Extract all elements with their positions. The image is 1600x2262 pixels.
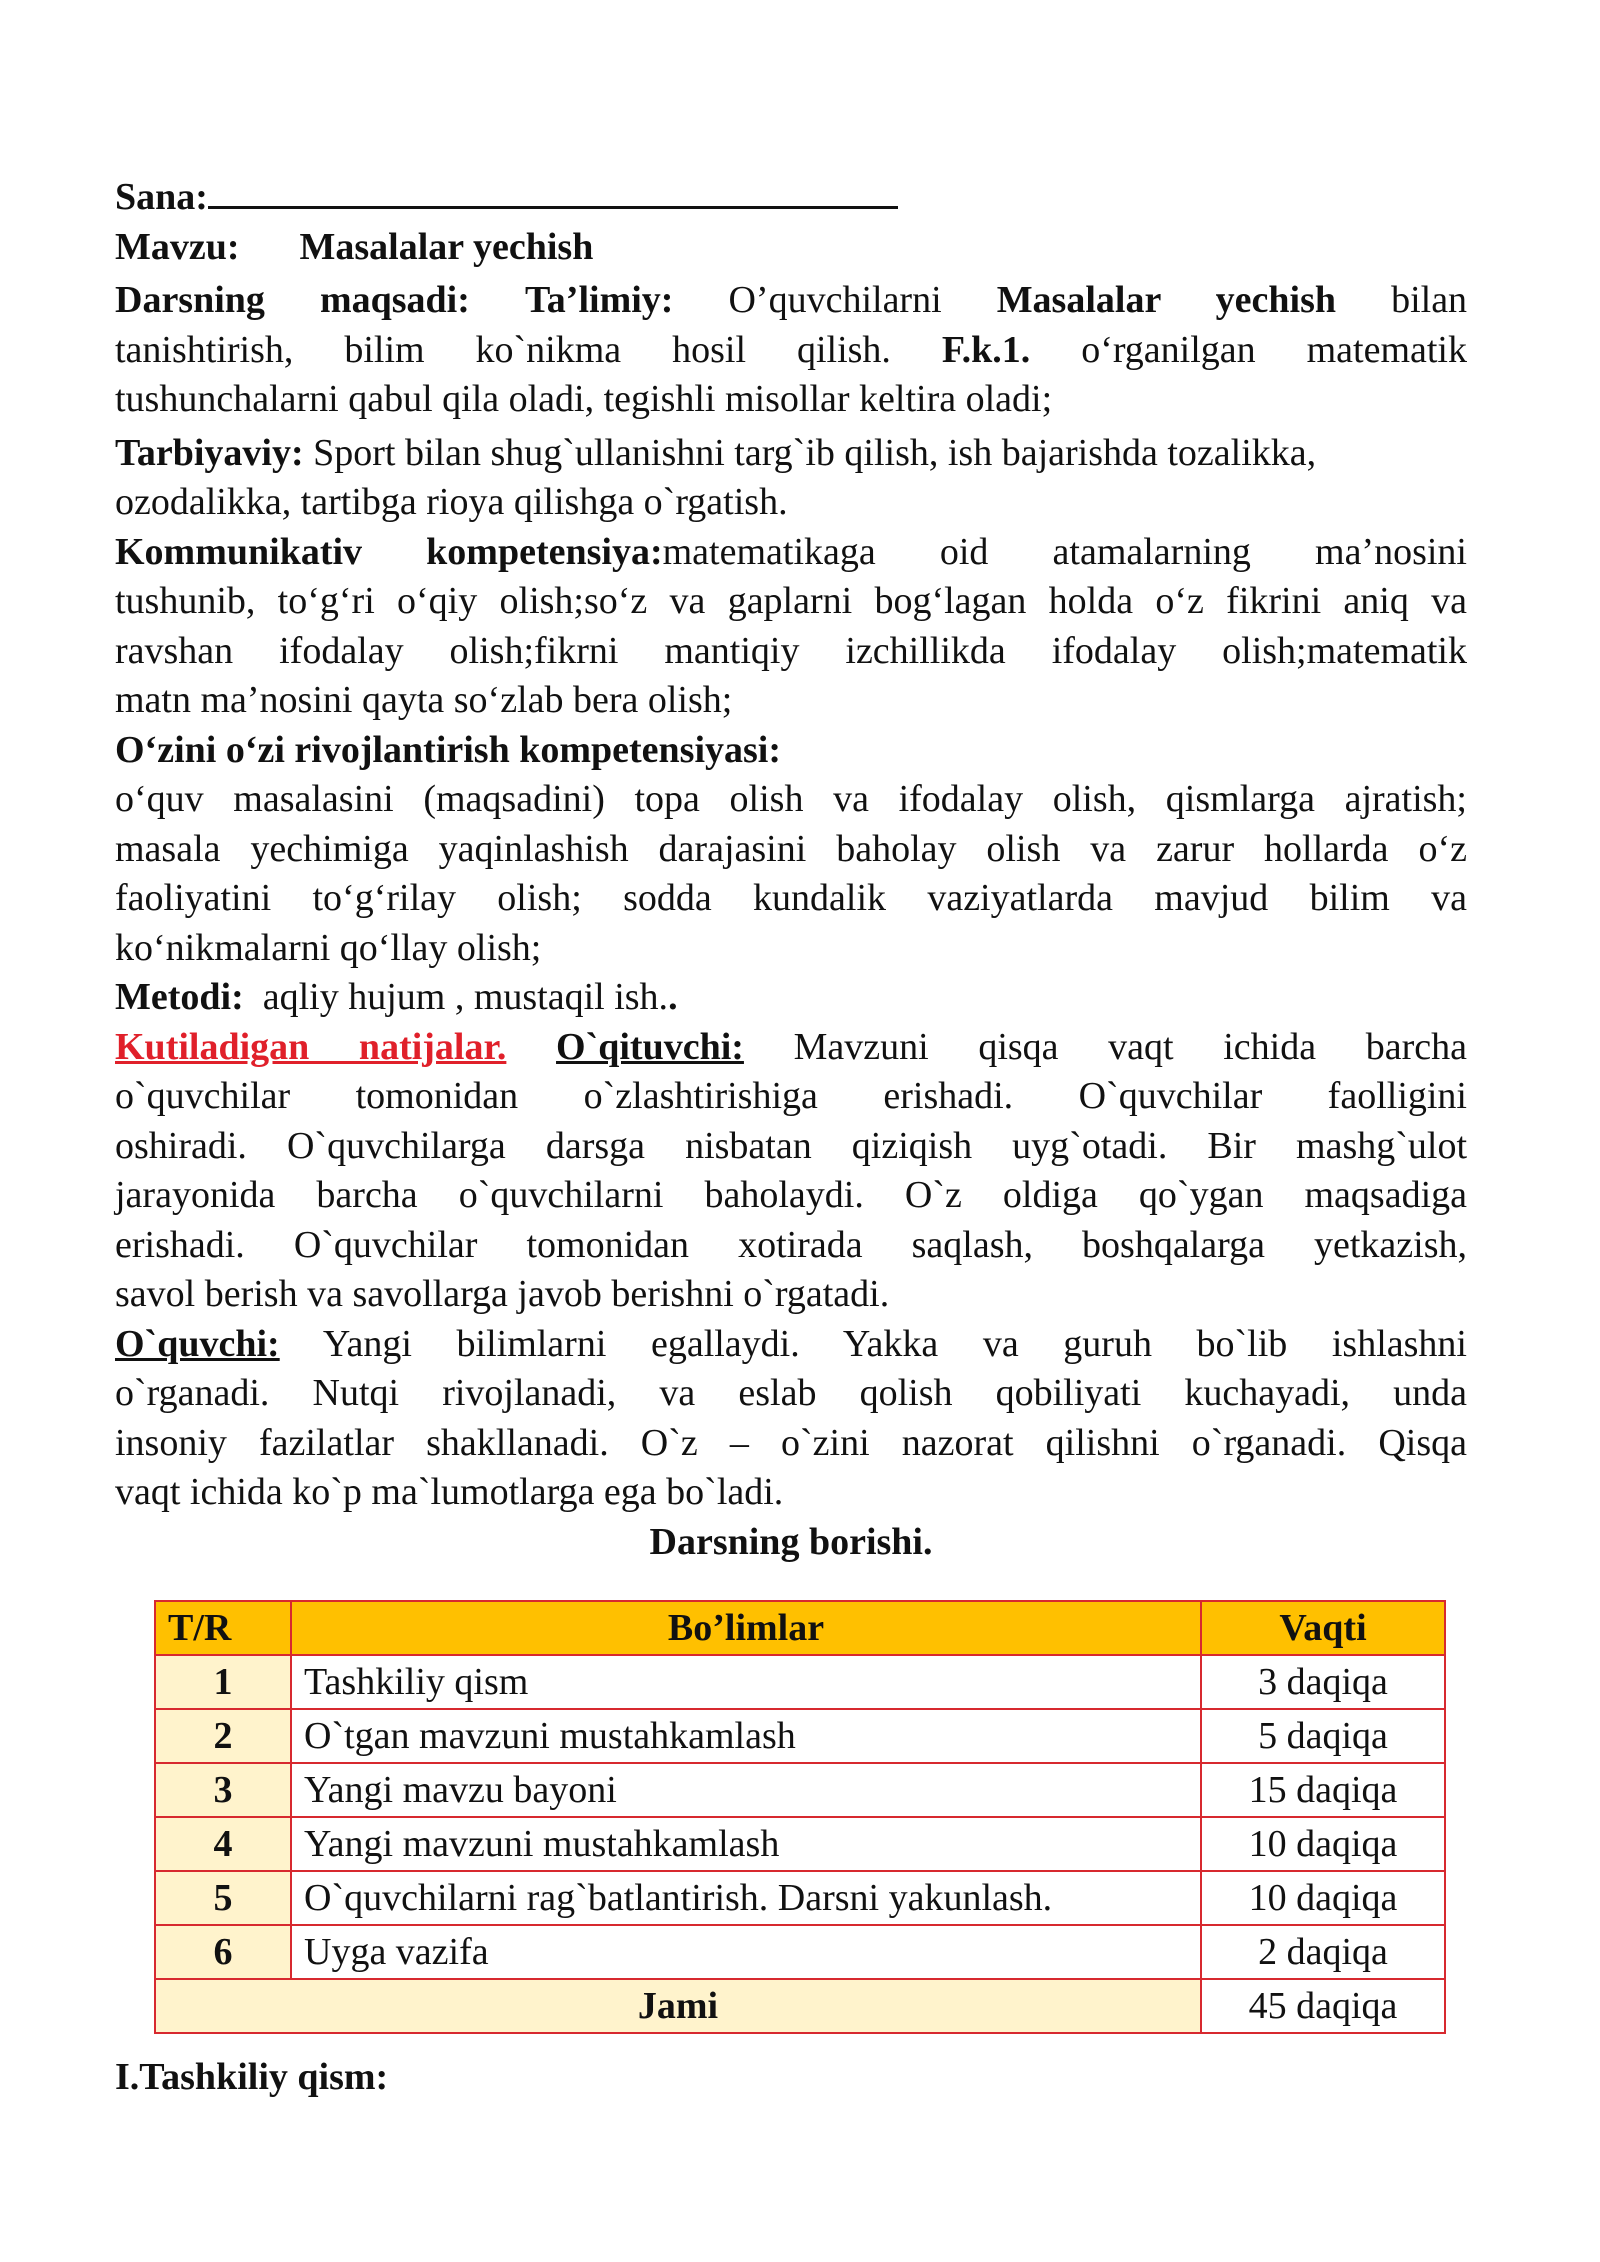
row-section: Yangi mavzu bayoni — [291, 1763, 1201, 1817]
results-text: Mavzuni qisqa vaqt ichida barcha — [793, 1025, 1467, 1068]
student-label: O`quvchi: — [115, 1322, 280, 1365]
goal-topic: Masalalar yechish — [996, 279, 1337, 321]
results-line-4: jarayonida barcha o`quvchilarni baholaydi. O`z oldiga qo`ygan maqsadiga — [115, 1174, 1467, 1216]
student-line-1 — [115, 1320, 1467, 1370]
date-line — [115, 170, 1467, 223]
row-number: 2 — [155, 1709, 291, 1763]
header-time: Vaqti — [1201, 1601, 1445, 1655]
topic-line — [115, 223, 1467, 273]
results-line-6: savol berish va savollarga javob berishni o`rgatadi. — [115, 1273, 890, 1315]
upbringing-label: Tarbiyaviy: — [115, 431, 304, 474]
self-development-line-1: o‘quv masalasini (maqsadini) topa olish va ifodalay olish, qismlarga ajratish; — [115, 778, 1467, 820]
self-development-line-4: ko‘nikmalarni qo‘llay olish; — [115, 926, 542, 969]
date-blank — [208, 170, 898, 209]
row-time: 2 daqiqa — [1201, 1925, 1445, 1979]
goal-line-1 — [115, 276, 1467, 326]
row-section: O`tgan mavzuni mustahkamlash — [291, 1709, 1201, 1763]
teacher-label: O`qituvchi: — [556, 1025, 744, 1068]
table-row — [155, 1763, 1445, 1817]
row-time: 5 daqiqa — [1201, 1709, 1445, 1763]
method-label: Metodi: — [115, 976, 244, 1018]
lesson-plan-text — [115, 170, 1467, 1567]
row-time: 10 daqiqa — [1201, 1871, 1445, 1925]
table-header-row — [155, 1601, 1445, 1655]
row-time: 3 daqiqa — [1201, 1655, 1445, 1709]
results-line-3: oshiradi. O`quvchilarga darsga nisbatan qiziqish uyg`otadi. Bir mashg`ulot — [115, 1124, 1467, 1167]
results-line-2: o`quvchilar tomonidan o`zlashtirishiga erishadi. O`quvchilar faolligini — [115, 1075, 1467, 1117]
method-tail: . — [668, 976, 678, 1018]
expected-results-label: Kutiladigan natijalar. — [115, 1025, 507, 1068]
table-row — [155, 1709, 1445, 1763]
student-line-2: o`rganadi. Nutqi rivojlanadi, va eslab qolish qobiliyati kuchayadi, unda — [115, 1372, 1467, 1414]
method-value: aqliy hujum , mustaqil ish. — [262, 976, 669, 1018]
date-label: Sana: — [115, 176, 208, 218]
row-number: 4 — [155, 1817, 291, 1871]
row-section: Uyga vazifa — [291, 1925, 1201, 1979]
table-row — [155, 1817, 1445, 1871]
row-section: O`quvchilarni rag`batlantirish. Darsni yakunlash. — [291, 1871, 1201, 1925]
row-number: 6 — [155, 1925, 291, 1979]
goal-text: tanishtirish, bilim ko`nikma hosil qilish. — [115, 328, 891, 371]
lesson-flow-title: Darsning borishi. — [649, 1520, 933, 1563]
goal-line-2 — [115, 326, 1467, 376]
table-row — [155, 1871, 1445, 1925]
goal-text: bilan — [1391, 279, 1468, 321]
table-row — [155, 1655, 1445, 1709]
method-line — [115, 973, 1467, 1023]
self-development-line-3: faoliyatini to‘g‘rilay olish; sodda kundalik vaziyatlarda mavjud bilim va — [115, 877, 1467, 919]
communicative-line-1 — [115, 528, 1467, 578]
goal-label: Darsning maqsadi: — [115, 279, 470, 321]
row-number: 3 — [155, 1763, 291, 1817]
header-number: T/R — [155, 1601, 291, 1655]
goal-text: O’quvchilarni — [728, 279, 942, 321]
header-sections: Bo’limlar — [291, 1601, 1201, 1655]
student-text: Yangi bilimlarni egallaydi. Yakka va guruh bo`lib ishlashni — [322, 1322, 1467, 1365]
goal-text: o‘rganilgan matematik — [1081, 328, 1467, 371]
row-time: 10 daqiqa — [1201, 1817, 1445, 1871]
lesson-schedule-table — [154, 1600, 1446, 2034]
communicative-line-4: matn ma’nosini qayta so‘zlab bera olish; — [115, 679, 733, 721]
upbringing-line-1 — [115, 429, 1467, 479]
student-line-3: insoniy fazilatlar shakllanadi. O`z – o`zini nazorat qilishni o`rganadi. Qisqa — [115, 1421, 1467, 1464]
row-section: Yangi mavzuni mustahkamlash — [291, 1817, 1201, 1871]
communicative-line-2: tushunib, to‘g‘ri o‘qiy olish;so‘z va gaplarni bog‘lagan holda o‘z fikrini aniq va — [115, 580, 1467, 622]
row-number: 1 — [155, 1655, 291, 1709]
communicative-text: matematikaga oid atamalarning ma’nosini — [662, 530, 1467, 573]
upbringing-text: Sport bilan shug`ullanishni targ`ib qilish, ish bajarishda tozalikka, — [313, 431, 1317, 474]
total-label: Jami — [155, 1979, 1201, 2033]
table-total-row — [155, 1979, 1445, 2033]
row-time: 15 daqiqa — [1201, 1763, 1445, 1817]
self-development-label: O‘zini o‘zi rivojlantirish kompetensiyasi: — [115, 728, 782, 771]
row-number: 5 — [155, 1871, 291, 1925]
goal-line-3: tushunchalarni qabul qila oladi, tegishli misollar keltira oladi; — [115, 378, 1053, 420]
results-line-5: erishadi. O`quvchilar tomonidan xotirada saqlash, boshqalarga yetkazish, — [115, 1223, 1467, 1266]
results-line-1 — [115, 1023, 1467, 1073]
communicative-line-3: ravshan ifodalay olish;fikrni mantiqiy izchillikda ifodalay olish;matematik — [115, 629, 1467, 672]
fk-code: F.k.1. — [941, 328, 1031, 371]
table-row — [155, 1925, 1445, 1979]
educational-label: Ta’limiy: — [524, 279, 674, 321]
self-development-line-2: masala yechimiga yaqinlashish darajasini baholay olish va zarur hollarda o‘z — [115, 827, 1467, 870]
student-line-4: vaqt ichida ko`p ma`lumotlarga ega bo`ladi. — [115, 1471, 784, 1513]
row-section: Tashkiliy qism — [291, 1655, 1201, 1709]
section-heading: I.Tashkiliy qism: — [115, 2056, 389, 2098]
total-value: 45 daqiqa — [1201, 1979, 1445, 2033]
upbringing-line-2: ozodalikka, tartibga rioya qilishga o`rgatish. — [115, 481, 788, 523]
topic-value: Masalalar yechish — [299, 225, 594, 268]
topic-label: Mavzu: — [115, 225, 240, 268]
communicative-label: Kommunikativ kompetensiya: — [115, 530, 663, 573]
